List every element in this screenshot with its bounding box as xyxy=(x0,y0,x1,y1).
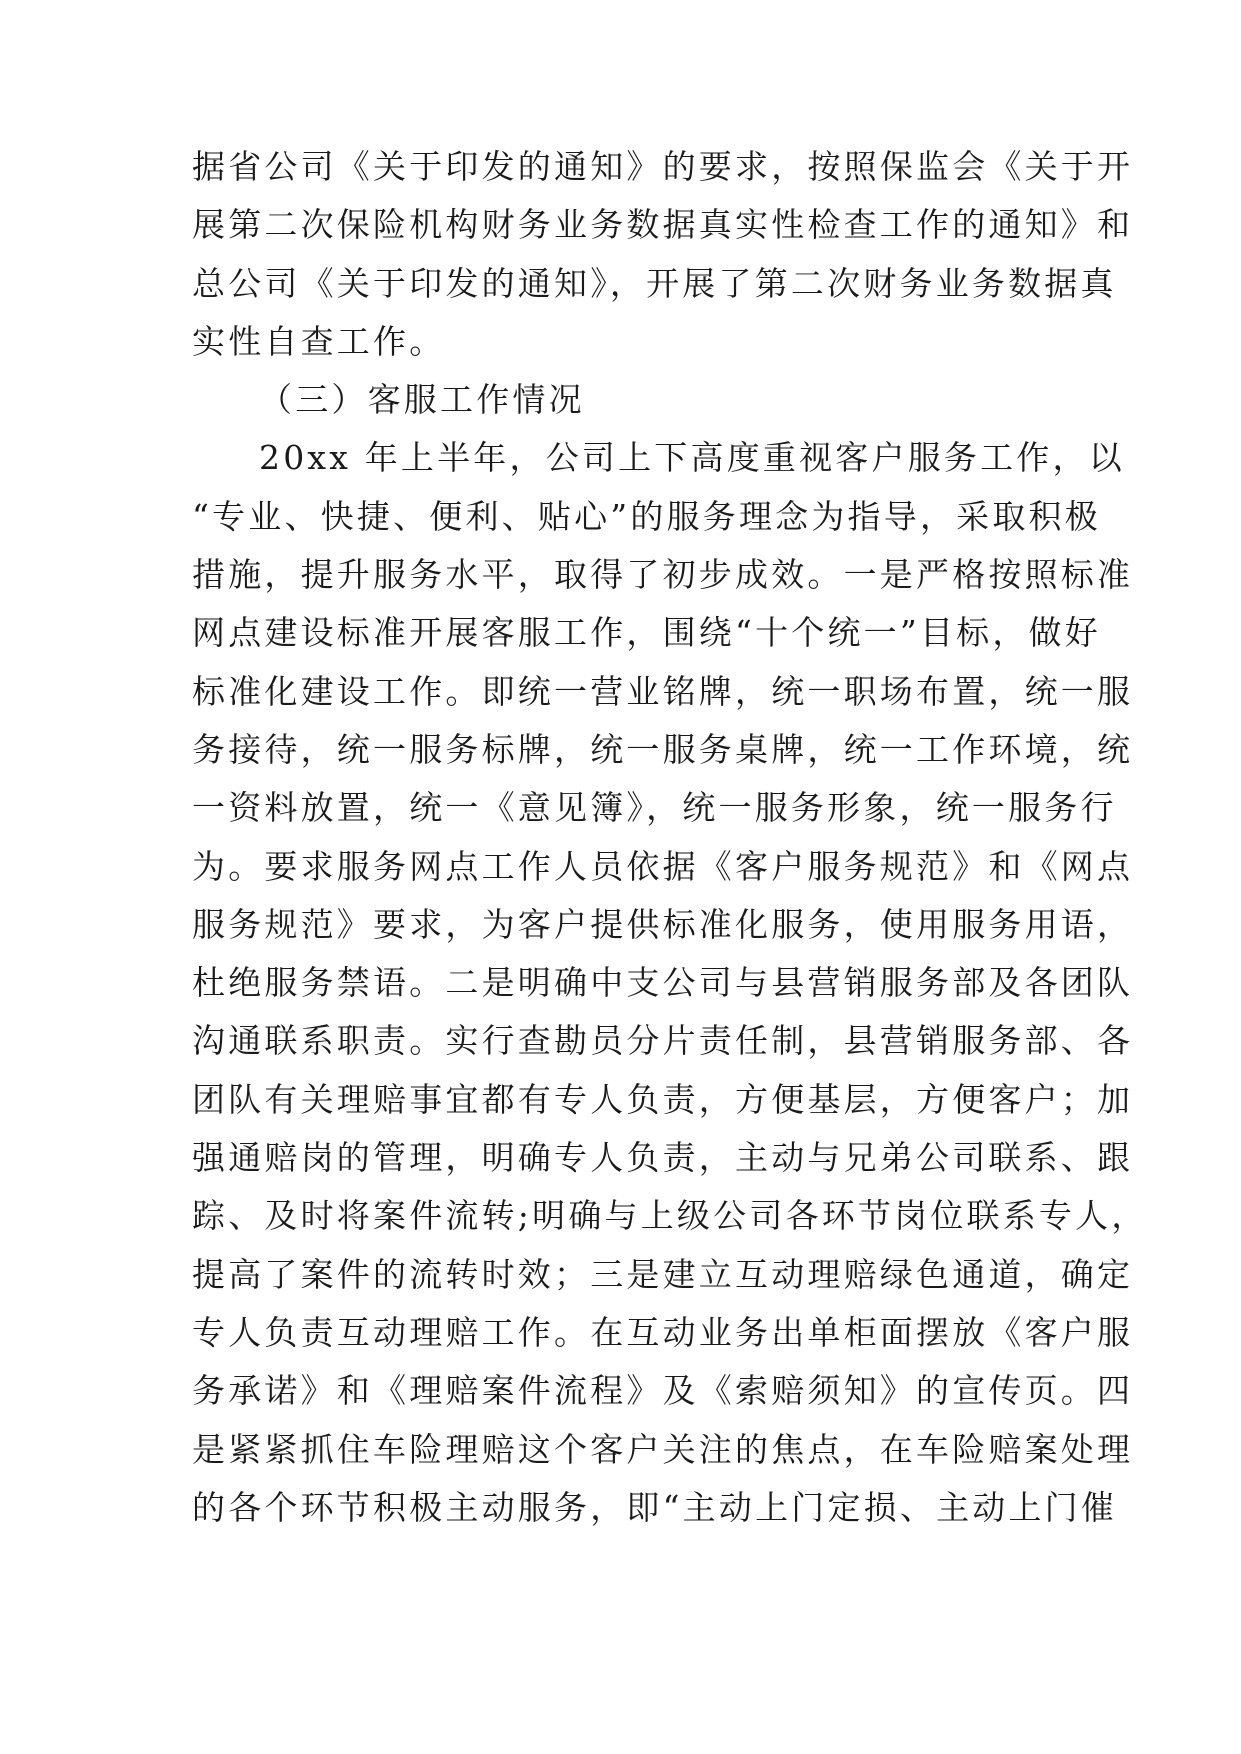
text-line: 专人负责互动理赔工作。在互动业务出单柜面摆放《客户服 xyxy=(192,1312,1134,1352)
paragraph-customer-service xyxy=(192,429,1148,1537)
text-line: 服务规范》要求，为客户提供标准化服务，使用服务用语， xyxy=(192,904,1134,944)
text-line: 强通赔岗的管理，明确专人负责，主动与兄弟公司联系、跟 xyxy=(192,1138,1134,1178)
text-line: 沟通联系职责。实行查勘员分片责任制，县营销服务部、各 xyxy=(192,1021,1134,1061)
text-line: 实性自查工作。 xyxy=(192,321,446,361)
document-body xyxy=(192,138,1148,1537)
text-line: 团队有关理赔事宜都有专人负责，方便基层，方便客户；加 xyxy=(192,1079,1134,1119)
text-line: 一资料放置，统一《意见簿》，统一服务形象，统一服务行 xyxy=(192,788,1117,828)
text-line: 展第二次保险机构财务业务数据真实性检查工作的通知》和 xyxy=(192,205,1134,245)
text-line: 20xx 年上半年，公司上下高度重视客户服务工作，以 xyxy=(259,438,1125,478)
text-line: 措施，提升服务水平，取得了初步成效。一是严格按照标准 xyxy=(192,555,1134,595)
text-line: 提高了案件的流转时效；三是建立互动理赔绿色通道，确定 xyxy=(192,1254,1134,1294)
text-line: 是紧紧抓住车险理赔这个客户关注的焦点，在车险赔案处理 xyxy=(192,1429,1134,1469)
text-line: 务接待，统一服务标牌，统一服务桌牌，统一工作环境，统 xyxy=(192,729,1134,769)
text-line: 网点建设标准开展客服工作，围绕“十个统一”目标，做好 xyxy=(192,613,1101,653)
text-line: 标准化建设工作。即统一营业铭牌，统一职场布置，统一服 xyxy=(192,671,1134,711)
paragraph-continued xyxy=(192,138,1134,371)
text-line: 杜绝服务禁语。二是明确中支公司与县营销服务部及各团队 xyxy=(192,963,1134,1003)
text-line: 的各个环节积极主动服务，即“主动上门定损、主动上门催 xyxy=(192,1487,1118,1527)
text-line: 据省公司《关于印发的通知》的要求，按照保监会《关于开 xyxy=(192,147,1134,186)
section-heading xyxy=(192,371,1054,429)
text-line: 总公司《关于印发的通知》，开展了第二次财务业务数据真 xyxy=(192,263,1117,303)
text-line: “专业、快捷、便利、贴心”的服务理念为指导，采取积极 xyxy=(192,496,1101,536)
section-heading-text: （三）客服工作情况 xyxy=(259,380,585,420)
text-line: 踪、及时将案件流转;明确与上级公司各环节岗位联系专人， xyxy=(192,1196,1148,1236)
text-line: 务承诺》和《理赔案件流程》及《索赔须知》的宣传页。四 xyxy=(192,1371,1134,1411)
text-line: 为。要求服务网点工作人员依据《客户服务规范》和《网点 xyxy=(192,846,1134,886)
